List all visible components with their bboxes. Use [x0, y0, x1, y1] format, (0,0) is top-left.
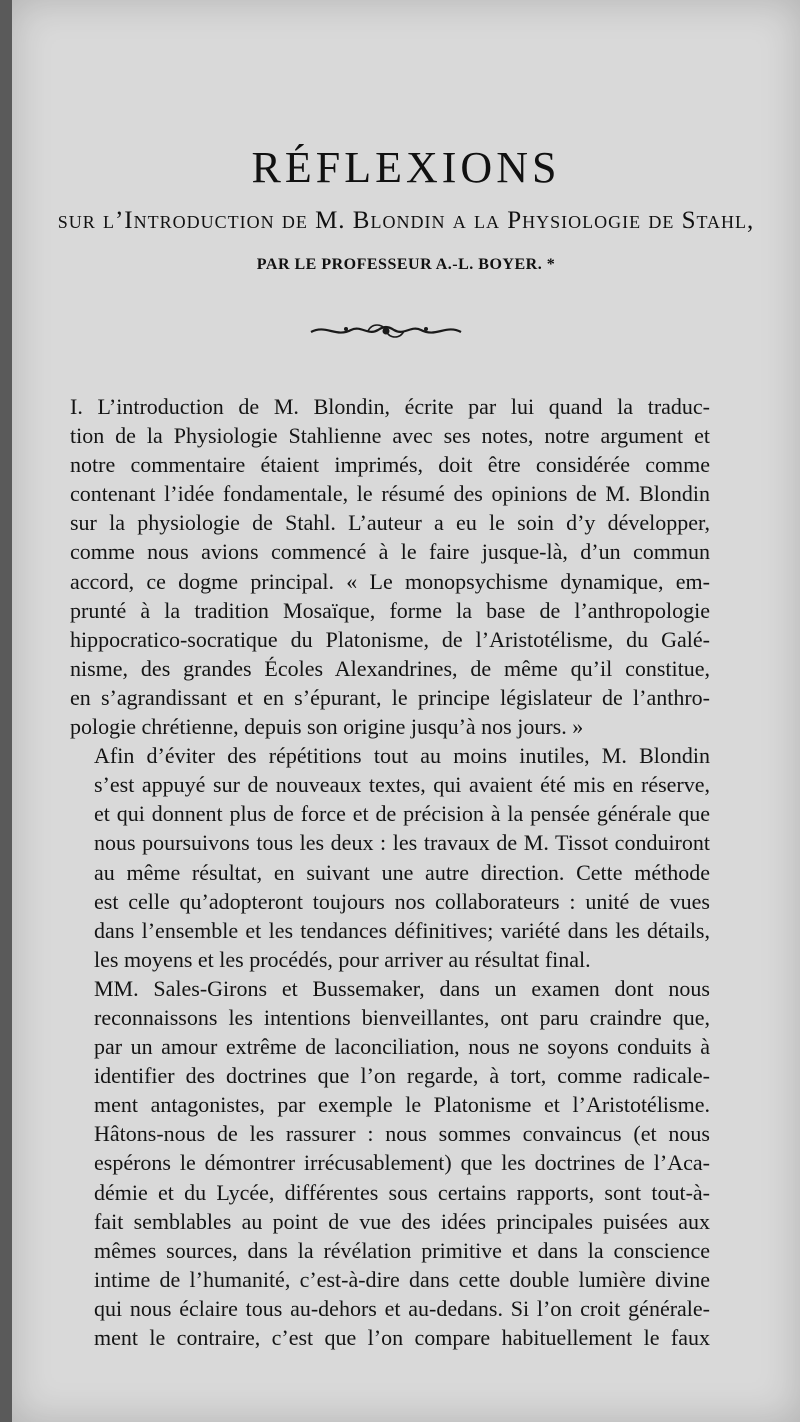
- text-line: au même résultat, en suivant une autre direction. Cette méthode: [94, 859, 710, 885]
- text-line: dans l’ensemble et les tendances définitives; variété dans les détails,: [94, 917, 710, 943]
- book-page: [12, 0, 800, 1422]
- text-line: est celle qu’adopteront toujours nos collaborateurs : unité de vues: [94, 888, 710, 914]
- text-line: comme nous avions commencé à le faire jusque-là, d’un commun: [70, 539, 710, 565]
- text-line: ment antagonistes, par exemple le Platonisme et l’Aristotélisme.: [94, 1092, 710, 1118]
- text-line: prunté à la tradition Mosaïque, forme la base de l’anthropologie: [70, 597, 710, 623]
- paragraph-1: [70, 392, 710, 741]
- page-title: RÉFLEXIONS: [251, 143, 561, 192]
- text-line: fait semblables au point de vue des idées principales puisées aux: [94, 1208, 710, 1234]
- author-byline: PAR LE PROFESSEUR A.-L. BOYER. *: [256, 256, 556, 273]
- text-line: contenant l’idée fondamentale, le résumé des opinions de M. Blondin: [70, 481, 710, 507]
- text-line: Hâtons-nous de les rassurer : nous sommes convaincus (et nous: [94, 1121, 710, 1147]
- text-line: notre commentaire étaient imprimés, doit être considérée comme: [70, 452, 710, 478]
- text-line: nous poursuivons tous les deux : les travaux de M. Tissot conduiront: [94, 830, 710, 856]
- text-line: tion de la Physiologie Stahlienne avec ses notes, notre argument et: [70, 423, 710, 449]
- text-line: I. L’introduction de M. Blondin, écrite par lui quand la traduc-: [70, 394, 710, 419]
- paragraph-3: [70, 974, 710, 1352]
- text-line: identifier des doctrines que l’on regarde, à tort, comme radicale-: [94, 1063, 710, 1089]
- text-line: hippocratico-socratique du Platonisme, de l’Aristotélisme, du Galé-: [70, 626, 710, 652]
- text-line: s’est appuyé sur de nouveaux textes, qui avaient été mis en réserve,: [94, 772, 710, 798]
- text-line: sur la physiologie de Stahl. L’auteur a eu le soin d’y développer,: [70, 510, 710, 536]
- text-line: ment le contraire, c’est que l’on compare habituellement le faux: [94, 1325, 710, 1350]
- text-line: qui nous éclaire tous au-dehors et au-dedans. Si l’on croit générale-: [94, 1295, 710, 1321]
- page-subtitle: sur l’Introduction de M. Blondin a la Physiologie de Stahl,: [57, 207, 755, 234]
- body-text: [70, 392, 710, 1352]
- text-line: pologie chrétienne, depuis son origine jusqu’à nos jours. »: [70, 714, 584, 740]
- text-line: démie et du Lycée, différentes sous certains rapports, sont tout-à-: [94, 1179, 710, 1205]
- text-line: MM. Sales-Girons et Bussemaker, dans un examen dont nous: [94, 975, 710, 1001]
- text-line: espérons le démontrer irrécusablement) que les doctrines de l’Aca-: [94, 1150, 710, 1176]
- text-line: en s’agrandissant et en s’épurant, le principe législateur de l’anthro-: [70, 684, 710, 710]
- text-line: et qui donnent plus de force et de précision à la pensée générale que: [94, 801, 710, 827]
- text-line: mêmes sources, dans la révélation primitive et dans la conscience: [94, 1237, 710, 1263]
- text-line: Afin d’éviter des répétitions tout au moins inutiles, M. Blondin: [94, 743, 710, 769]
- text-line: accord, ce dogme principal. « Le monopsychisme dynamique, em-: [70, 568, 710, 594]
- paragraph-2: [70, 741, 710, 974]
- text-line: reconnaissons les intentions bienveillantes, ont paru craindre que,: [94, 1004, 710, 1030]
- text-line: intime de l’humanité, c’est-à-dire dans cette double lumière divine: [94, 1266, 710, 1292]
- text-line: les moyens et les procédés, pour arriver au résultat final.: [94, 946, 591, 972]
- text-line: nisme, des grandes Écoles Alexandrines, de même qu’il constitue,: [70, 655, 710, 681]
- text-line: par un amour extrême de laconciliation, nous ne soyons conduits à: [94, 1034, 710, 1060]
- vine-ornament-icon: [306, 320, 466, 342]
